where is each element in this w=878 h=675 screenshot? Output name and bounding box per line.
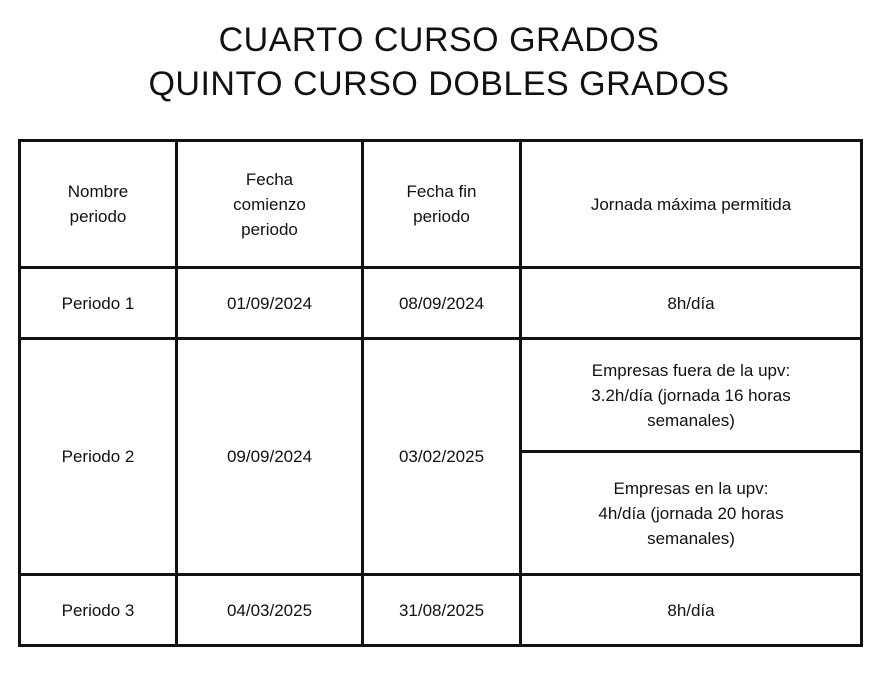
- cell-nombre: Periodo 3: [20, 575, 177, 646]
- header-fecha-comienzo: Fecha comienzo periodo: [177, 141, 363, 268]
- table-row: [20, 268, 862, 339]
- header-jornada-maxima: Jornada máxima permitida: [521, 141, 862, 268]
- cell-comienzo: 01/09/2024: [177, 268, 363, 339]
- cell-fin: 31/08/2025: [363, 575, 521, 646]
- cell-nombre: Periodo 2: [20, 339, 177, 575]
- cell-fin: 03/02/2025: [363, 339, 521, 575]
- title-line-2: QUINTO CURSO DOBLES GRADOS: [148, 65, 730, 103]
- title-line-1: CUARTO CURSO GRADOS: [218, 21, 660, 59]
- cell-nombre: Periodo 1: [20, 268, 177, 339]
- page-title: [0, 18, 878, 106]
- table-row: [20, 575, 862, 646]
- cell-jornada-en-upv: Empresas en la upv: 4h/día (jornada 20 horas semanales): [521, 452, 862, 575]
- header-fecha-fin: Fecha fin periodo: [363, 141, 521, 268]
- cell-comienzo: 09/09/2024: [177, 339, 363, 575]
- cell-fin: 08/09/2024: [363, 268, 521, 339]
- table-row: [20, 339, 862, 452]
- periods-table: [18, 139, 863, 647]
- header-nombre-periodo: Nombre periodo: [20, 141, 177, 268]
- cell-jornada-fuera-upv: Empresas fuera de la upv: 3.2h/día (jornada 16 horas semanales): [521, 339, 862, 452]
- table-header-row: [20, 141, 862, 268]
- cell-jornada: 8h/día: [521, 575, 862, 646]
- cell-jornada: 8h/día: [521, 268, 862, 339]
- cell-comienzo: 04/03/2025: [177, 575, 363, 646]
